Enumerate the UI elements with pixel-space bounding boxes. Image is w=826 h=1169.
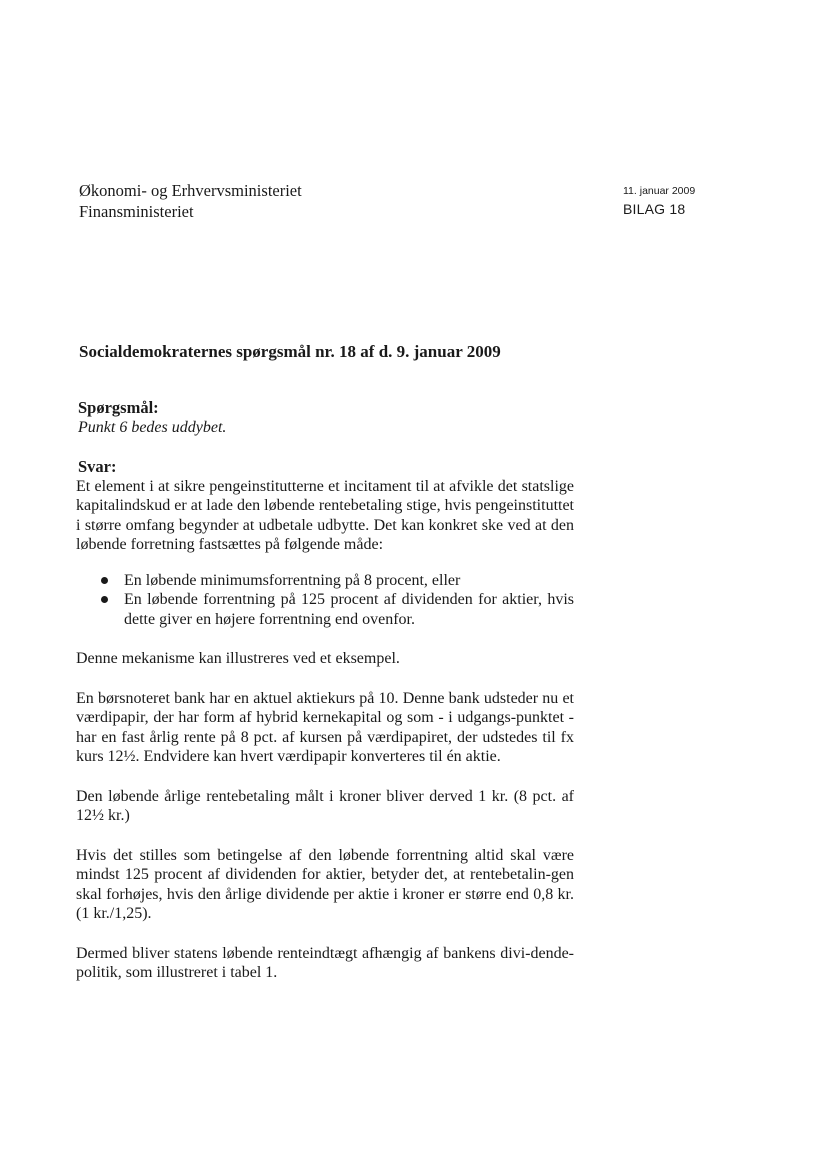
ministry-name-secondary: Finansministeriet [79, 202, 194, 221]
bullet-icon [101, 577, 108, 584]
bilag-number: BILAG 18 [623, 201, 686, 217]
document-body [76, 398, 574, 983]
document-meta [623, 184, 695, 220]
document-date: 11. januar 2009 [623, 185, 696, 197]
question-heading: Spørgsmål: [78, 398, 159, 417]
ministry-name: Økonomi- og Erhvervsministeriet [79, 181, 302, 200]
answer-intro-paragraph: Et element i at sikre pengeinstitutterne et incitament til at afvikle det statslige kapitalindskud er at lade den løbende rentebetaling stige, hvis pengeinstituttet i større omfang begynder at udbetale udbytte. Det kan konkret ske ved at den løbende forretning fastsættes på følgende måde: [76, 477, 574, 553]
condition-paragraph: Hvis det stilles som betingelse af den løbende forrentning altid skal være mindst 125 procent af dividenden for aktier, betyder det, at rentebetalin-gen skal forhøjes, hvis den årlige dividende per aktie i kroner er større end 0,8 kr. (1 kr./1,25). [76, 846, 574, 922]
list-item-text: En løbende forrentning på 125 procent af dividenden for aktier, hvis dette giver en højere forrentning end ovenfor. [124, 591, 574, 628]
list-item [124, 590, 574, 629]
ministry-block [79, 180, 302, 222]
list-item-text: En løbende minimumsforrentning på 8 procent, eller [124, 571, 461, 589]
page-title: Socialdemokraternes spørgsmål nr. 18 af d. 9. januar 2009 [79, 342, 501, 361]
bullet-list [76, 571, 574, 630]
interest-paragraph: Den løbende årlige rentebetaling målt i kroner bliver derved 1 kr. (8 pct. af 12½ kr.) [76, 787, 574, 824]
example-intro-paragraph: Denne mekanisme kan illustreres ved et eksempel. [76, 650, 400, 667]
bullet-icon [101, 596, 108, 603]
question-text: Punkt 6 bedes uddybet. [78, 418, 227, 436]
example-paragraph: En børsnoteret bank har en aktuel aktiekurs på 10. Denne bank udsteder nu et værdipapir, der har form af hybrid kernekapital og som - i udgangs-punktet - har en fast årlig rente på 8 pct. af kursen på værdipapiret, der udstedes til fx kurs 12½. Endvidere kan hvert værdipapir konverteres til én aktie. [76, 689, 574, 765]
answer-heading: Svar: [78, 457, 117, 476]
conclusion-paragraph: Dermed bliver statens løbende renteindtægt afhængig af bankens divi-dende-politik, som illustreret i tabel 1. [76, 944, 574, 981]
list-item [124, 571, 574, 591]
